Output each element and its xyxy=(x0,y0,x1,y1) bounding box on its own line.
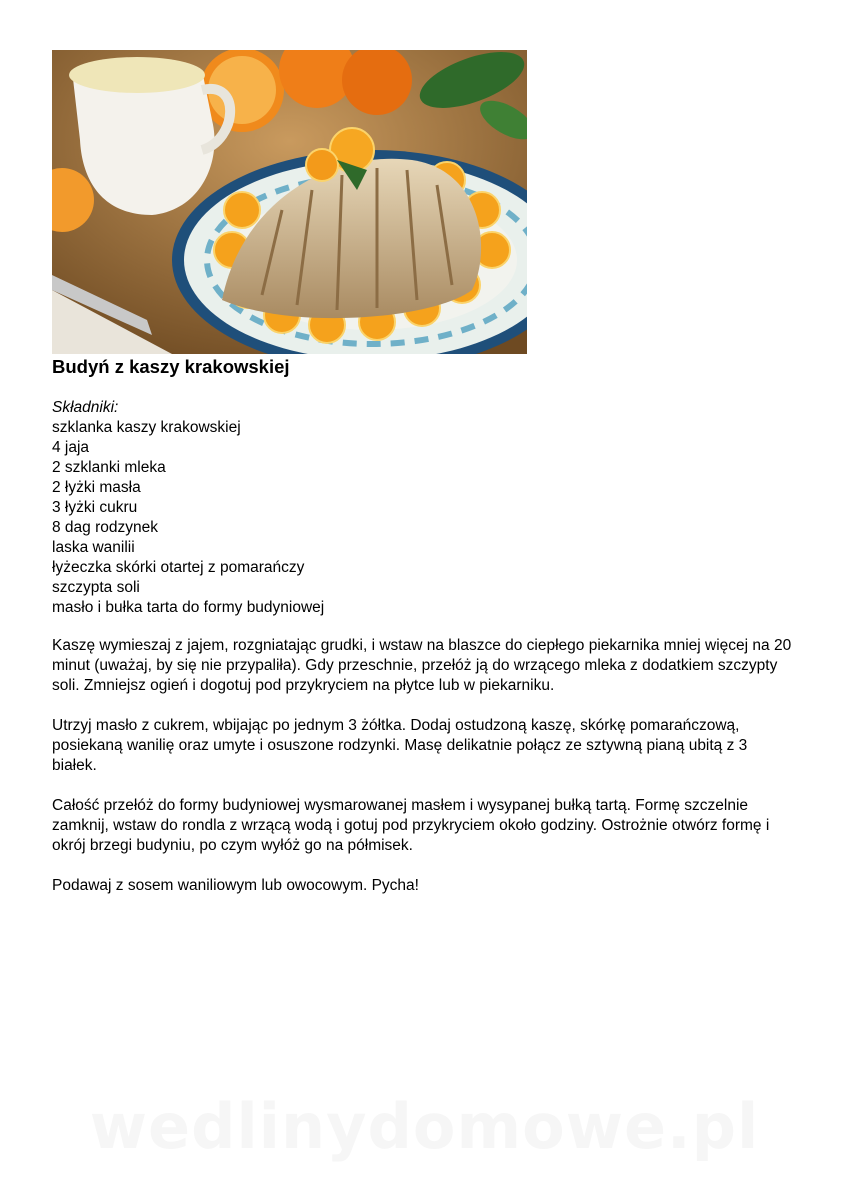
instruction-paragraph: Kaszę wymieszaj z jajem, rozgniatając grudki, i wstaw na blaszce do ciepłego piekarnika mniej więcej na 20 minut (uważaj, by się nie przypaliła). Gdy przeschnie, przełóż ją do wrzącego mleka z dodatkiem szczypty soli. Zmniejsz ogień i dogotuj pod przykryciem na płytce lub w piekarniku. xyxy=(52,637,792,694)
instruction-paragraph: Całość przełóż do formy budyniowej wysmarowanej masłem i wysypanej bułką tartą. Formę szczelnie zamknij, wstaw do rondla z wrzącą wodą i gotuj pod przykryciem około godziny. Ostrożnie otwórz formę i okrój brzegi budyniu, po czym wyłóż go na półmisek. xyxy=(52,797,770,854)
ingredient-item: 4 jaja xyxy=(52,439,90,456)
ingredients-section xyxy=(52,398,752,618)
instruction-paragraph: Utrzyj masło z cukrem, wbijając po jednym 3 żółtka. Dodaj ostudzoną kaszę, skórkę pomarańczową, posiekaną wanilię oraz umyte i osuszone rodzynki. Masę delikatnie połącz ze sztywną pianą ubitą z 3 białek. xyxy=(52,717,748,774)
ingredient-item: 8 dag rodzynek xyxy=(52,519,158,536)
ingredient-item: szczypta soli xyxy=(52,579,140,596)
ingredients-list xyxy=(52,418,752,618)
instructions-section xyxy=(52,636,792,916)
ingredient-item: 3 łyżki cukru xyxy=(52,499,138,516)
ingredient-item: łyżeczka skórki otartej z pomarańczy xyxy=(52,559,305,576)
ingredient-item: szklanka kaszy krakowskiej xyxy=(52,419,241,436)
recipe-title: Budyń z kaszy krakowskiej xyxy=(52,356,290,377)
recipe-photo xyxy=(52,50,527,354)
ingredient-item: 2 szklanki mleka xyxy=(52,459,166,476)
ingredient-item: 2 łyżki masła xyxy=(52,479,141,496)
instruction-paragraph: Podawaj z sosem waniliowym lub owocowym. Pycha! xyxy=(52,877,419,894)
ingredients-heading: Składniki: xyxy=(52,399,119,416)
site-watermark: wedlinydomowe.pl xyxy=(89,1090,760,1163)
ingredient-item: masło i bułka tarta do formy budyniowej xyxy=(52,599,325,616)
pudding-illustration xyxy=(52,50,527,354)
ingredient-item: laska wanilii xyxy=(52,539,135,556)
